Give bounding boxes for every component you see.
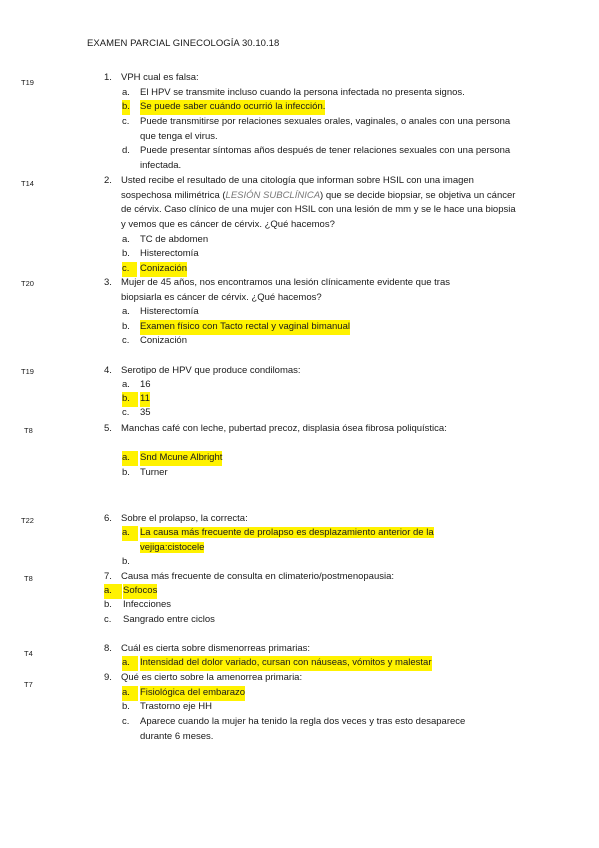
question-text: Usted recibe el resultado de una citología que informan sobre HSIL con una imagen sospechosa milimétrica (LESIÓN SUBCLÍNICA) que se decide biopsiar, se objetiva un cáncer de cérvix. Caso clínico de una mujer con HSIL con una lesión de mm y se le hace una biopsia y vemos que es cáncer de cérvix. ¿Qué hacemos? [121,175,516,230]
option-9a: a. Fisiológica del embarazo [122,686,512,701]
topic-tag: T19 [21,367,34,376]
question-1: 1. VPH cual es falsa: [104,71,514,86]
option-9c: c. Aparece cuando la mujer ha tenido la regla dos veces y tras esto desaparece durante 6 meses. [122,716,466,742]
option-3a: a. Histerectomía [122,306,199,317]
option-4a: a. 16 [122,379,151,390]
question-text: Qué es cierto sobre la amenorrea primaria: [121,672,303,683]
option-2b: b. Histerectomía [122,248,199,259]
topic-tag: T8 [24,426,33,435]
question-text: VPH cual es falsa: [121,72,199,83]
topic-tag: T4 [24,649,33,658]
option-2a: a. TC de abdomen [122,234,209,245]
question-text: Mujer de 45 años, nos encontramos una lesión clínicamente evidente que tras biopsiarla es cáncer de cérvix. ¿Qué hacemos? [121,277,451,303]
option-7a: a. Sofocos [104,584,504,599]
option-5b: b. Turner [122,467,168,478]
option-7c: c. Sangrado entre ciclos [104,614,215,625]
question-9: 9. Qué es cierto sobre la amenorrea primaria: [104,671,514,686]
question-text: Sobre el prolapso, la correcta: [121,513,248,524]
option-1c: c. Puede transmitirse por relaciones sexuales orales, vaginales, o anales con una persona que tenga el virus. [122,116,511,142]
option-8a: a. Intensidad del dolor variado, cursan con náuseas, vómitos y malestar [122,656,522,671]
question-3: 3. Mujer de 45 años, nos encontramos una lesión clínicamente evidente que tras biopsiarla es cáncer de cérvix. ¿Qué hacemos? [104,276,484,305]
option-7b: b. Infecciones [104,599,172,610]
question-2: 2. Usted recibe el resultado de una citología que informan sobre HSIL con una imagen sospechosa milimétrica (LESIÓN SUBCLÍNICA) que se decide biopsiar, se objetiva un cáncer de cérvix. Caso clínico de una mujer con HSIL con una lesión de mm y se le hace una biopsia y vemos que es cáncer de cérvix. ¿Qué hacemos? [104,174,516,232]
topic-tag: T22 [21,516,34,525]
exam-page: EXAMEN PARCIAL GINECOLOGÍA 30.10.18 T19 T14 T20 T19 T8 T22 T8 T4 T7 1. VPH cual es falsa: a. El HPV se transmite incluso cuando la persona infectada no presenta signos. b. Se puede saber cuándo ocurrió la infección. c. Puede transmitirse por relaciones sexuales orales, vaginales, o anales con una persona que tenga el virus. d. Puede presentar síntomas años después de tener relaciones sexuales con una persona infectada. 2. Usted recibe el resultado de una citología que informan sobre HSIL con una imagen sospechosa milimétrica (LESIÓN SUBCLÍNICA) que se decide biopsiar, se objetiva un cáncer de cérvix. Caso clínico de una mujer con HSIL con una lesión de mm y se le hace una biopsia y vemos que es cáncer de cérvix. ¿Qué hacemos? a. TC de abdomen b. Histerectomía c. Conización 3. Mujer de 45 años, nos encontramos una lesión clínicamente evidente que tras biopsiarla es cáncer de cérvix. ¿Qué hacemos? a. Histerectomía b. Examen físico con Tacto rectal y vaginal bimanual c. Conización 4. Serotipo de HPV que produce condilomas: a. 16 b. 11 c. 35 5. Manchas café con leche, pubertad precoz, displasia ósea fibrosa poliquística: a. Snd Mcune Albright b. Turner 6. Sobre el prolapso, la correcta: a. La causa más frecuente de prolapso es desplazamiento anterior de la vejiga:cistocele b. 7. Causa más frecuente de consulta en climaterio/postmenopausia: a. Sofocos b. Infecciones c. Sangrado entre ciclos 8. Cuál es cierta sobre dismenorreas primarias: a. Intensidad del dolor variado, cursan con náuseas, vómitos y malestar 9. Qué es cierto sobre la amenorrea primaria: a. Fisiológica del embarazo b. Trastorno eje HH c. Aparece cuando la mujer ha tenido la regla dos veces y tras esto desaparece durante 6 meses. [0,0,599,848]
question-text: Causa más frecuente de consulta en climaterio/postmenopausia: [121,571,395,582]
option-1d: d. Puede presentar síntomas años después de tener relaciones sexuales con una persona infectada. [122,145,511,171]
option-4c: c. 35 [122,407,151,418]
option-4b: b. 11 [122,392,512,407]
question-5: 5. Manchas café con leche, pubertad precoz, displasia ósea fibrosa poliquística: [104,422,514,437]
question-6: 6. Sobre el prolapso, la correcta: [104,512,514,527]
question-text: Manchas café con leche, pubertad precoz, displasia ósea fibrosa poliquística: [121,423,447,434]
topic-tag: T14 [21,179,34,188]
topic-tag: T8 [24,574,33,583]
topic-tag: T7 [24,680,33,689]
option-3c: c. Conización [122,335,187,346]
option-9b: b. Trastorno eje HH [122,701,212,712]
option-1a: a. El HPV se transmite incluso cuando la persona infectada no presenta signos. [122,87,465,98]
question-text: Serotipo de HPV que produce condilomas: [121,365,301,376]
exam-title: EXAMEN PARCIAL GINECOLOGÍA 30.10.18 [87,38,280,49]
option-5a: a. Snd Mcune Albright [122,451,512,466]
question-8: 8. Cuál es cierta sobre dismenorreas primarias: [104,642,514,657]
topic-tag: T19 [21,78,34,87]
option-3b: b. Examen físico con Tacto rectal y vaginal bimanual [122,320,512,335]
topic-tag: T20 [21,279,34,288]
question-7: 7. Causa más frecuente de consulta en climaterio/postmenopausia: [104,570,514,585]
option-1b: b. Se puede saber cuándo ocurrió la infección. [122,100,512,115]
option-2c: c. Conización [122,262,512,277]
question-text: Cuál es cierta sobre dismenorreas primarias: [121,643,311,654]
question-4: 4. Serotipo de HPV que produce condilomas: [104,364,514,379]
option-6a: a. La causa más frecuente de prolapso es desplazamiento anterior de la vejiga:cistocele [122,527,434,553]
